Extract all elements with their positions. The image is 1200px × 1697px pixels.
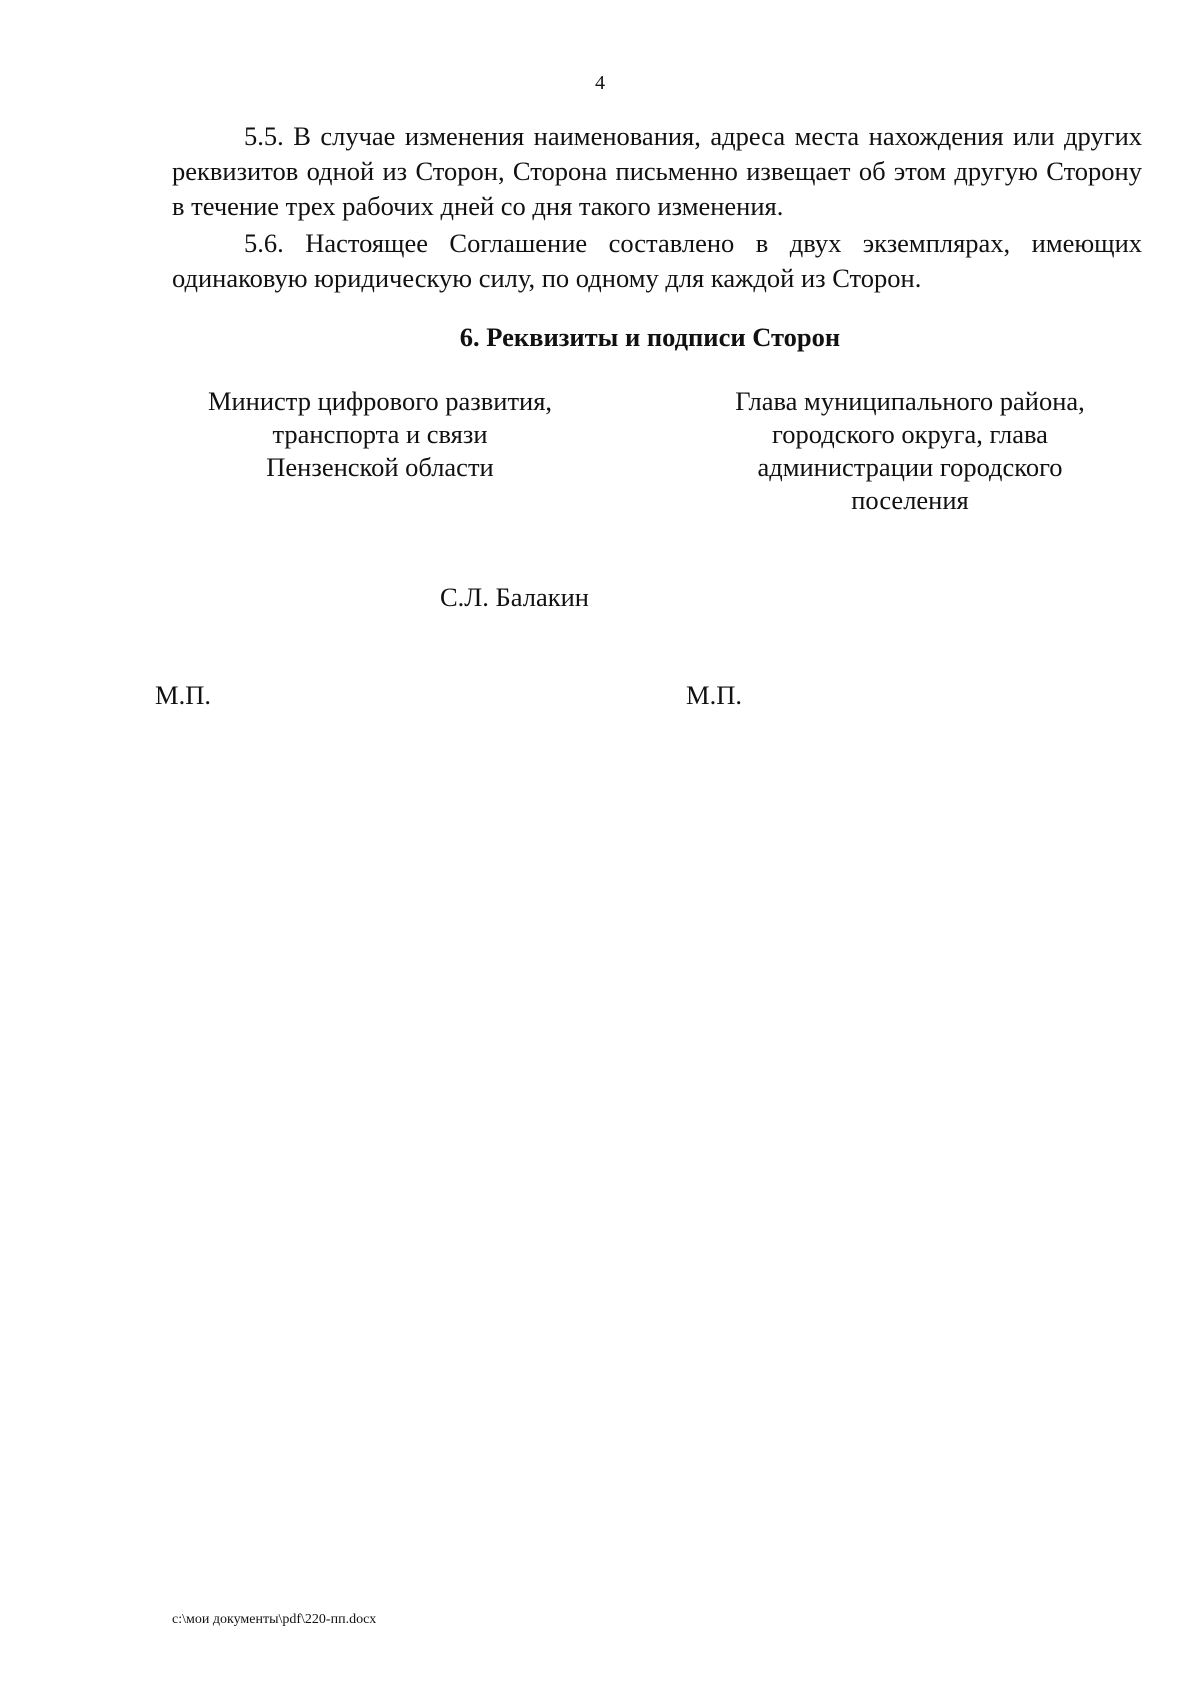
signatory-right-line: поселения: [851, 485, 969, 515]
signatory-right-line: городского округа, глава: [772, 419, 1048, 449]
signatory-right-title: [705, 385, 1115, 517]
stamp-placeholder-right: М.П.: [686, 680, 742, 710]
signatory-right-line: Глава муниципального района,: [735, 386, 1085, 416]
signatory-left-line: транспорта и связи: [272, 419, 488, 449]
page-number: 4: [595, 72, 605, 94]
footer-file-path: c:\мои документы\pdf\220-пп.docx: [172, 1612, 377, 1627]
signatory-left-name: С.Л. Балакин: [440, 582, 589, 612]
stamp-placeholder-left: М.П.: [155, 680, 211, 710]
paragraph-5-6: 5.6. Настоящее Соглашение составлено в двух экземплярах, имеющих одинаковую юридическую силу, по одному для каждой из Сторон.: [172, 228, 1142, 293]
signatory-right-line: администрации городского: [757, 452, 1063, 482]
signatory-left-title: [180, 385, 580, 484]
section-heading: 6. Реквизиты и подписи Сторон: [459, 322, 841, 352]
signatory-left-line: Министр цифрового развития,: [207, 386, 553, 416]
paragraph-5-5: 5.5. В случае изменения наименования, адреса места нахождения или других реквизитов одной из Сторон, Сторона письменно извещает об этом другую Сторону в течение трех рабочих дней со дня такого изменения.: [172, 121, 1142, 221]
signatory-left-line: Пензенской области: [266, 452, 494, 482]
